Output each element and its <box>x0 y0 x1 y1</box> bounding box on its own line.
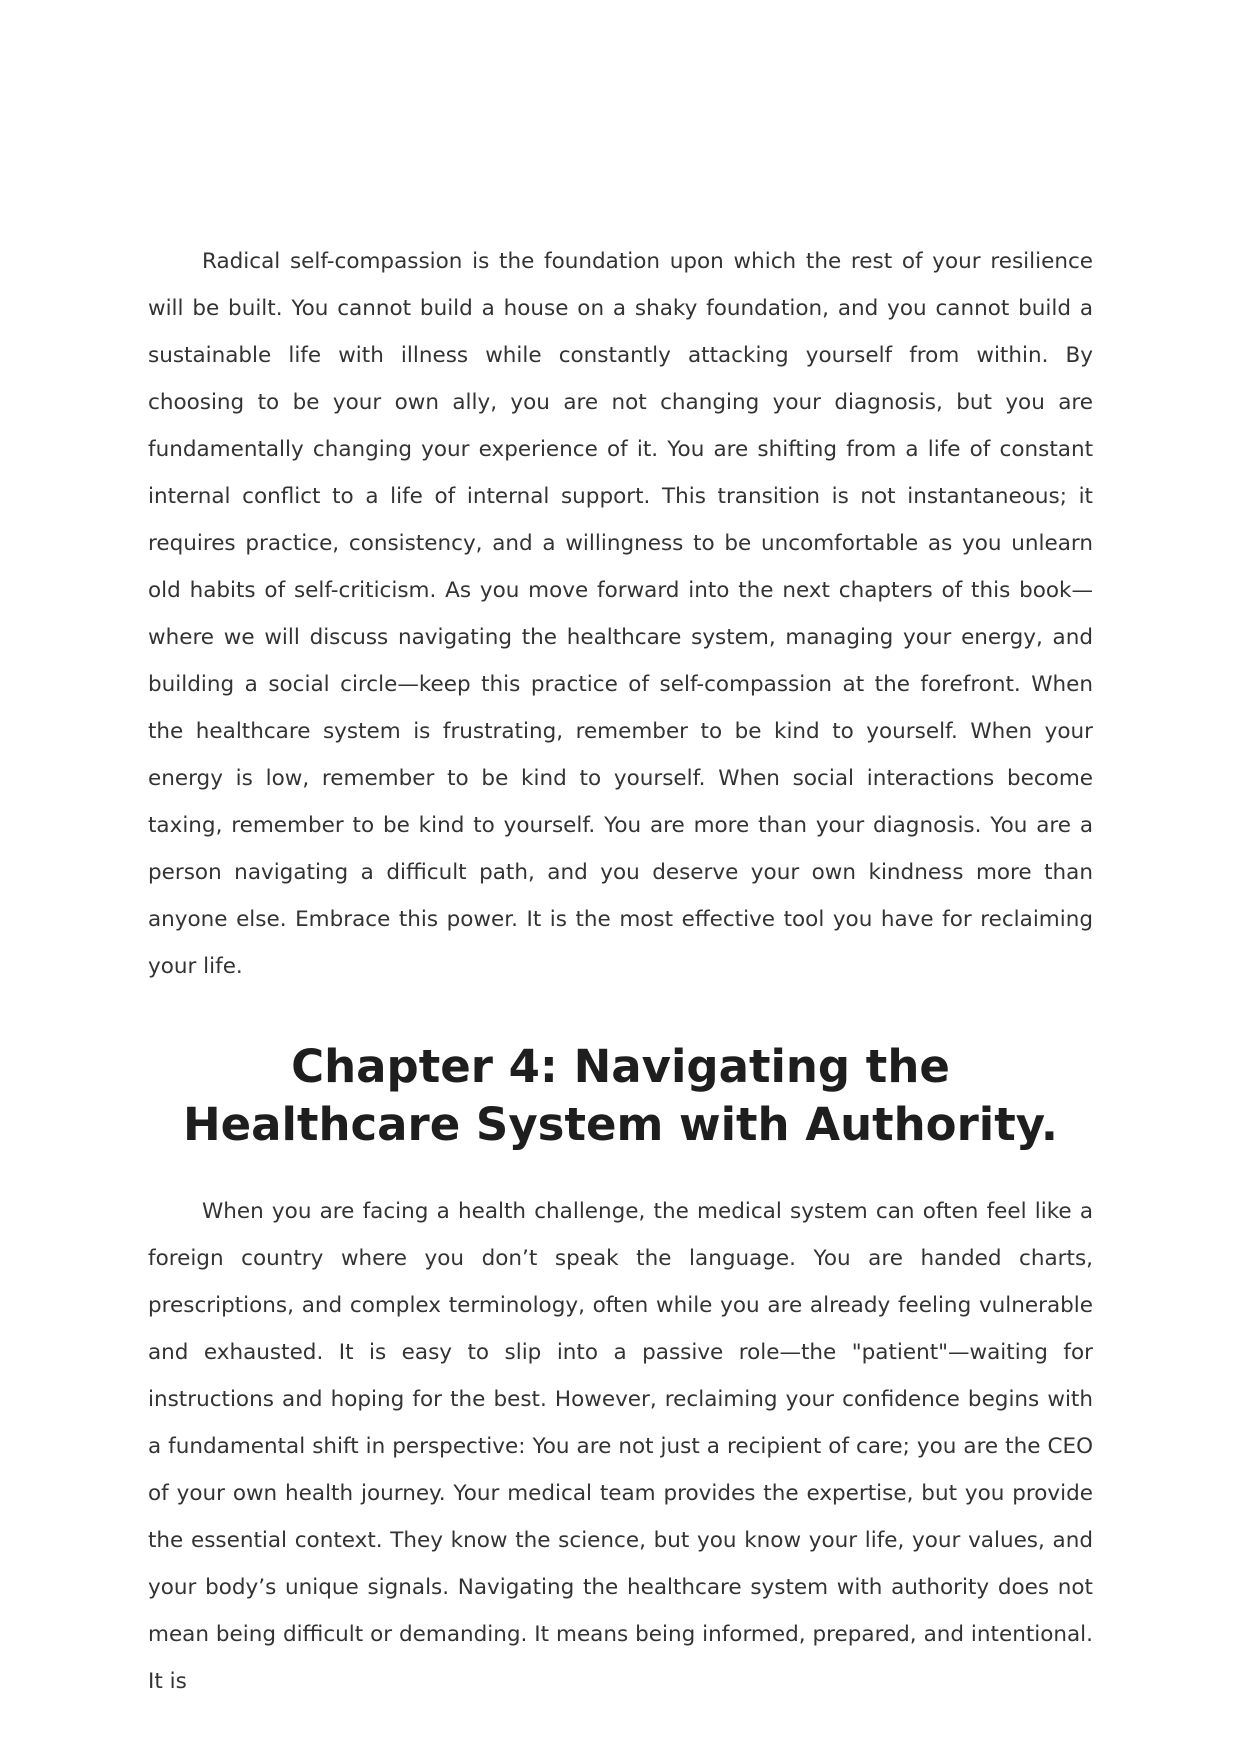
chapter-heading: Chapter 4: Navigating the Healthcare System with Authority. <box>182 1040 1059 1151</box>
body-paragraph: When you are facing a health challenge, the medical system can often feel like a foreign country where you don’t speak the language. You are handed charts, prescriptions, and complex terminology, often while you are already feeling vulnerable and exhausted. It is easy to slip into a passive role—the "patient"—waiting for instructions and hoping for the best. However, reclaiming your confidence begins with a fundamental shift in perspective: You are not just a recipient of care; you are the CEO of your own health journey. Your medical team provides the expertise, but you provide the essential context. They know the science, but you know your life, your values, and your body’s unique signals. Navigating the healthcare system with authority does not mean being difficult or demanding. It means being informed, prepared, and intentional. It is <box>148 1199 1093 1694</box>
body-paragraph: Radical self-compassion is the foundation upon which the rest of your resilience will be built. You cannot build a house on a shaky foundation, and you cannot build a sustainable life with illness while constantly attacking yourself from within. By choosing to be your own ally, you are not changing your diagnosis, but you are fundamentally changing your experience of it. You are shifting from a life of constant internal conflict to a life of internal support. This transition is not instantaneous; it requires practice, consistency, and a willingness to be uncomfortable as you unlearn old habits of self-criticism. As you move forward into the next chapters of this book—where we will discuss navigating the healthcare system, managing your energy, and building a social circle—keep this practice of self-compassion at the forefront. When the healthcare system is frustrating, remember to be kind to yourself. When your energy is low, remember to be kind to yourself. When social interactions become taxing, remember to be kind to yourself. You are more than your diagnosis. You are a person navigating a difficult path, and you deserve your own kindness more than anyone else. Embrace this power. It is the most effective tool you have for reclaiming your life. <box>148 249 1093 979</box>
page-content <box>148 238 1093 1705</box>
